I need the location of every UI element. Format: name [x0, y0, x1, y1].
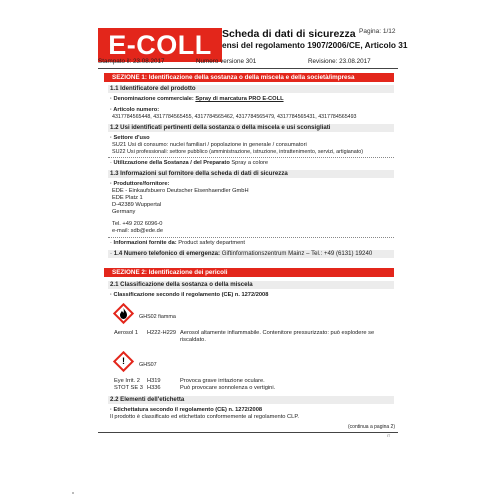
utilization-label: Utilizzazione della Sostanza / del Preparato [113, 160, 230, 166]
page-number: Pagina: 1/12 [359, 28, 396, 35]
ecoll-logo: E-COLL [98, 28, 222, 62]
emergency-label: 1.4 Numero telefonico di emergenza: [113, 250, 221, 257]
info-label: Informazioni fornite da: [113, 240, 177, 246]
subsection-1-3: 1.3 Informazioni sul fornitore della scheda di dati di sicurezza [108, 170, 394, 178]
aerosol-text-1: Aerosol altamente infiammabile. Contenitore pressurizzato: può esplodere se [180, 330, 375, 336]
footer-mark: IT [387, 434, 391, 438]
labelling-text: Il prodotto è classificato ed etichettato conformemente al regolamento CLP. [110, 414, 299, 420]
section-1-header: SEZIONE 1: Identificazione della sostanza o della miscela e della società/impresa [104, 73, 394, 82]
exclamation-icon: ! [122, 356, 125, 366]
continued-note: (continua a pagina 2) [348, 424, 395, 430]
printed-date: Stampato il: 23.08.2017 [98, 58, 165, 65]
divider [108, 237, 394, 238]
producer-line-2: EDE Platz 1 [112, 195, 143, 201]
utilization-row: · Utilizzazione della Sostanza / del Preparato Spray a colore [110, 160, 269, 166]
ghs02-pictogram [113, 303, 134, 324]
phone: Tel. +49 202 6096-0 [112, 221, 163, 227]
subsection-2-2: 2.2 Elementi dell'etichetta [108, 396, 394, 404]
subsection-1-1: 1.1 Identificatore del prodotto [108, 85, 394, 93]
producer-label: · Produttore/fornitore: [110, 181, 170, 187]
version-number: Numero versione 301 [196, 58, 257, 65]
aerosol-hazard: H222-H229 [147, 330, 177, 336]
settore-label: · Settore d'uso [110, 135, 150, 141]
producer-line-3: D-42389 Wuppertal [112, 202, 162, 208]
denomination-label-text: Denominazione commerciale: [113, 96, 194, 102]
subsection-1-2: 1.2 Usi identificati pertinenti della sostanza o della miscela e usi sconsigliati [108, 124, 394, 132]
divider [108, 157, 394, 158]
stot-code: STOT SE 3 [114, 385, 143, 391]
classification-label: · Classificazione secondo il regolamento (CE) n. 1272/2008 [110, 292, 269, 298]
flame-icon [118, 308, 129, 319]
stot-hazard: H336 [147, 385, 161, 391]
denomination-value: Spray di marcatura PRO E-COLL [195, 96, 284, 102]
producer-line-1: EDE - Einkaufsbuero Deutscher Eisenhaendler GmbH [112, 188, 249, 194]
article-label: · Articolo numero: [110, 107, 160, 113]
corner-dot [72, 492, 74, 494]
subsection-2-1: 2.1 Classificazione della sostanza o della miscela [108, 281, 394, 289]
su21-line: SU21 Usi di consumo: nuclei familiari / popolazione in generale / consumatori [112, 142, 307, 148]
header-rule [98, 68, 398, 69]
subsection-1-4: · 1.4 Numero telefonico di emergenza: Giftinformationszentrum Mainz – Tel.: +49 (6131) 19240 [108, 250, 394, 258]
article-numbers: 4317784565448, 4317784565455, 4317784565462, 4317784565479, 4317784565431, 4317784565493 [112, 114, 357, 120]
sheet-subtitle: ensi del regolamento 1907/2006/CE, Articolo 31 [222, 40, 408, 50]
flame-icon [119, 308, 128, 319]
sheet-title: Scheda di dati di sicurezza [222, 28, 356, 40]
aerosol-text-2: riscaldato. [180, 337, 206, 343]
ghs02-label: GHS02 fiamma [139, 314, 176, 320]
info-value: Product safety department [178, 240, 245, 246]
aerosol-code: Aerosol 1 [114, 330, 139, 336]
producer-label-text: Produttore/fornitore: [113, 181, 170, 187]
eye-hazard: H319 [147, 378, 161, 384]
info-row: · Informazioni fornite da: Product safety department [110, 240, 245, 246]
footer-rule [98, 432, 398, 433]
revision-date: Revisione: 23.08.2017 [308, 58, 371, 65]
eye-text: Provoca grave irritazione oculare. [180, 378, 265, 384]
eye-code: Eye Irrit. 2 [114, 378, 140, 384]
labelling-label-text: Etichettatura secondo il regolamento (CE) n. 1272/2008 [113, 407, 263, 413]
labelling-label: · Etichettatura secondo il regolamento (CE) n. 1272/2008 [110, 407, 263, 413]
ghs07-label: GHS07 [139, 362, 157, 368]
producer-line-4: Germany [112, 209, 136, 215]
section-2-header: SEZIONE 2: Identificazione dei pericoli [104, 268, 394, 277]
email[interactable]: e-mail: sdb@ede.de [112, 228, 163, 234]
utilization-value: Spray a colore [231, 160, 269, 166]
settore-label-text: Settore d'uso [113, 135, 150, 141]
su22-line: SU22 Usi professionali: settore pubblico (amministrazione, istruzione, intrattenimento, servizi, artigianato) [112, 149, 364, 155]
stot-text: Può provocare sonnolenza o vertigini. [180, 385, 276, 391]
emergency-value: Giftinformationszentrum Mainz – Tel.: +49 (6131) 19240 [221, 250, 373, 257]
denomination-label: · Denominazione commerciale: Spray di marcatura PRO E-COLL [110, 96, 284, 102]
classification-label-text: Classificazione secondo il regolamento (CE) n. 1272/2008 [113, 292, 269, 298]
article-label-text: Articolo numero: [113, 107, 160, 113]
ghs07-pictogram [113, 351, 134, 372]
